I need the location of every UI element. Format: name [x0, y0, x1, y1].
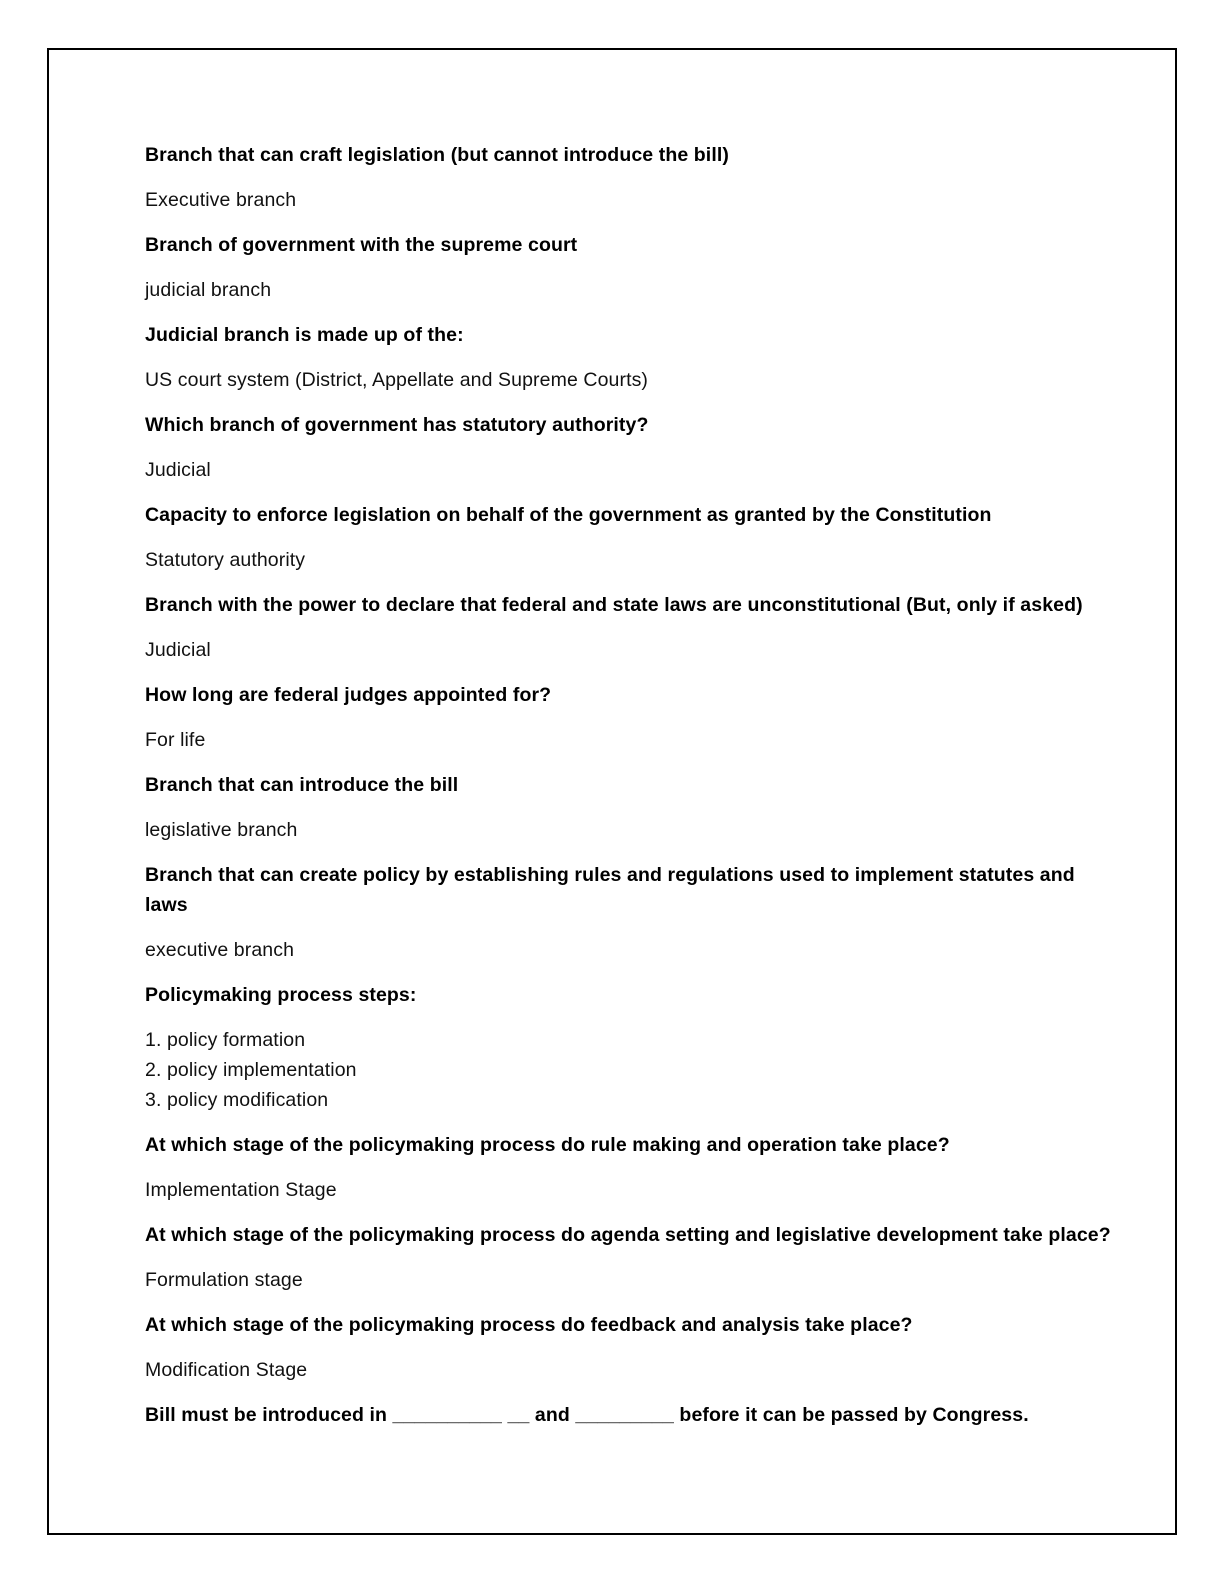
question-text: How long are federal judges appointed for?	[145, 684, 552, 706]
question-text: Policymaking process steps:	[145, 984, 417, 1006]
answer-text: For life	[145, 729, 206, 751]
question-text: Branch with the power to declare that federal and state laws are unconstitutional (But, only if asked)	[145, 594, 1083, 616]
answer-text: Formulation stage	[145, 1269, 303, 1291]
question-text: Branch that can introduce the bill	[145, 774, 459, 796]
answer-text: US court system (District, Appellate and Supreme Courts)	[145, 369, 649, 391]
answer-text: Judicial	[145, 459, 211, 481]
question-text: Branch that can create policy by establishing rules and regulations used to implement statutes and laws	[145, 864, 1075, 916]
answer-text: legislative branch	[145, 819, 298, 841]
answer-text: judicial branch	[145, 279, 272, 301]
question-text: At which stage of the policymaking process do feedback and analysis take place?	[145, 1314, 913, 1336]
question-text: Branch that can craft legislation (but cannot introduce the bill)	[145, 144, 729, 166]
answer-text: Executive branch	[145, 189, 297, 211]
question-text: Which branch of government has statutory authority?	[145, 414, 649, 436]
answer-text: executive branch	[145, 939, 295, 961]
answer-text: Modification Stage	[145, 1359, 308, 1381]
page-border	[47, 48, 1177, 1535]
question-text: Bill must be introduced in __________ __ and _________ before it can be passed by Congress.	[145, 1404, 1029, 1426]
qa-list	[145, 140, 1111, 1445]
answer-text: 1. policy formation 2. policy implementation 3. policy modification	[145, 1029, 357, 1111]
question-text: Branch of government with the supreme court	[145, 234, 578, 256]
answer-text: Judicial	[145, 639, 211, 661]
question-text: At which stage of the policymaking process do rule making and operation take place?	[145, 1134, 950, 1156]
question-text: Judicial branch is made up of the:	[145, 324, 464, 346]
question-text: Capacity to enforce legislation on behalf of the government as granted by the Constitution	[145, 504, 992, 526]
question-text: At which stage of the policymaking process do agenda setting and legislative development take place?	[145, 1224, 1111, 1246]
answer-text: Statutory authority	[145, 549, 306, 571]
answer-text: Implementation Stage	[145, 1179, 337, 1201]
